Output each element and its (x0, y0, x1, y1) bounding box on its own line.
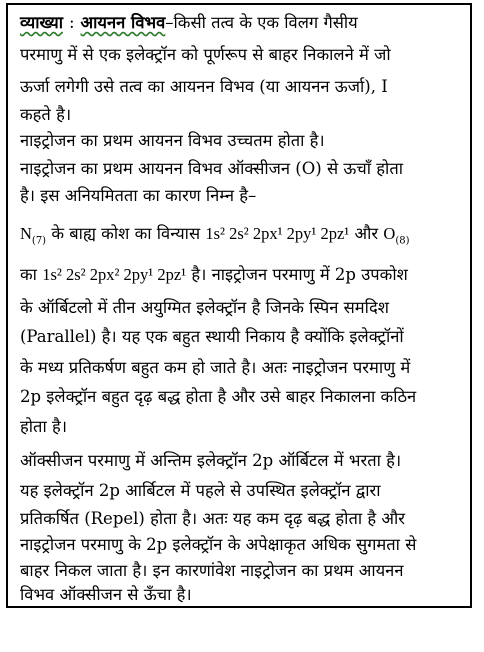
paragraph-line: यह इलेक्ट्रॉन 2p आर्बिटल में पहले से उपस्थित इलेक्ट्रॉन द्वारा (20, 481, 381, 500)
header-line (20, 13, 358, 33)
paragraph-line: प्रतिकर्षित (Repel) होता है। अतः यह कम दृढ़ बद्ध होता है और (20, 509, 406, 528)
formula-text: के बाह्य कोश का विन्यास (51, 224, 201, 243)
paragraph-line: ऊर्जा लगेगी उसे तत्व का आयनन विभव (या आयनन ऊर्जा), I (20, 77, 388, 96)
formula-line-nitrogen (20, 224, 410, 247)
heading-rest: किसी तत्व के एक विलग गैसीय (173, 13, 358, 32)
nitrogen-configuration: 1s² 2s² 2px¹ 2py¹ 2pz¹ (205, 224, 350, 243)
heading-label: व्याख्या (20, 13, 63, 32)
nitrogen-atomic-number: (7) (31, 235, 47, 247)
formula-text: और (354, 224, 379, 243)
paragraph-line: (Parallel) है। यह एक बहुत स्थायी निकाय है क्योंकि इलेक्ट्रॉनों (20, 327, 404, 346)
oxygen-configuration: 1s² 2s² 2px² 2py¹ 2pz¹ (42, 265, 187, 284)
paragraph-line: नाइट्रोजन का प्रथम आयनन विभव ऑक्सीजन (O) से ऊचाँ होता (20, 159, 404, 178)
nitrogen-symbol: N (20, 224, 32, 243)
paragraph-line: होता है। (20, 417, 67, 436)
formula-text: है। नाइट्रोजन परमाणु में 2p उपकोश (191, 265, 408, 284)
paragraph-line: के मध्य प्रतिकर्षण बहुत कम हो जाते है। अतः नाइट्रोजन परमाणु में (20, 358, 411, 377)
formula-text: का (20, 265, 37, 284)
heading-dash: – (165, 13, 174, 32)
heading-title: आयनन विभव (80, 13, 166, 32)
paragraph-line: बाहर निकल जाता है। इन कारणांवेश नाइट्रोजन का प्रथम आयनन (20, 561, 404, 580)
oxygen-symbol: O (383, 224, 396, 243)
paragraph-line: 2p इलेक्ट्रॉन बहुत दृढ़ बद्ध होता है और उसे बाहर निकालना कठिन (20, 387, 417, 406)
paragraph-line: के ऑर्बिटलो में तीन अयुग्मित इलेक्ट्रॉन है जिनके स्पिन समदिश (20, 298, 389, 317)
paragraph-line: विभव ऑक्सीजन से ऊँचा है। (20, 585, 192, 604)
paragraph-line: है। इस अनियमितता का कारण निम्न है– (20, 186, 257, 205)
paragraph-line: नाइट्रोजन परमाणु के 2p इलेक्ट्रॉन के अपेक्षाकृत अधिक सुगमता से (20, 535, 417, 554)
paragraph-line: कहते है। (20, 105, 72, 124)
oxygen-atomic-number: (8) (395, 235, 410, 247)
formula-line-oxygen (20, 265, 408, 285)
text-frame (6, 3, 472, 608)
paragraph-line: ऑक्सीजन परमाणु में अन्तिम इलेक्ट्रॉन 2p ऑर्बिटल में भरता है। (20, 451, 402, 470)
paragraph-line: परमाणु में से एक इलेक्ट्रॉन को पूर्णरूप से बाहर निकालने में जो (20, 45, 391, 64)
heading-colon: : (68, 13, 75, 32)
paragraph-line: नाइट्रोजन का प्रथम आयनन विभव उच्चतम होता है। (20, 131, 325, 150)
